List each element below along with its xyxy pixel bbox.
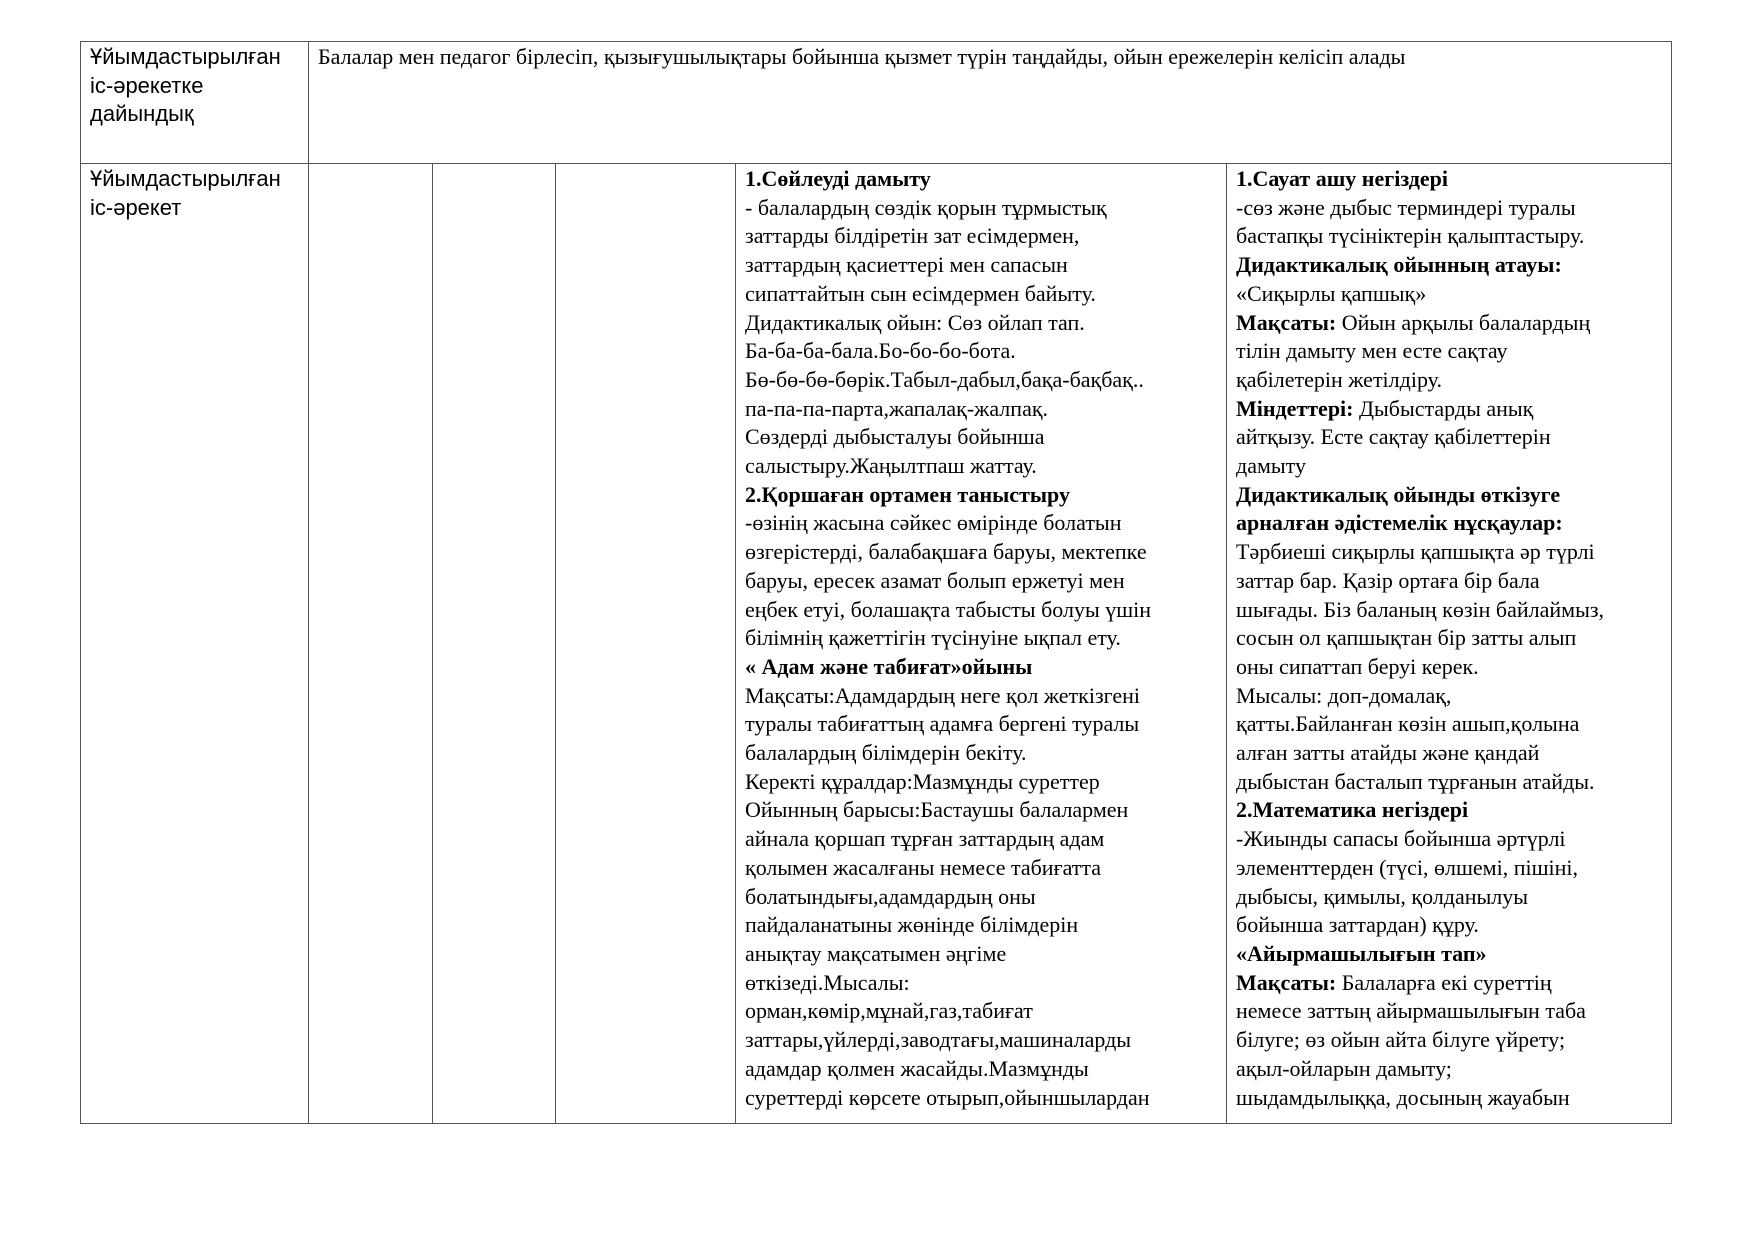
text-line	[1236, 596, 1662, 625]
text-line	[1236, 653, 1662, 682]
text-line: суреттерді көрсете отырып,ойыншылардан	[745, 1084, 1150, 1110]
text-line: заттарды білдіретін зат есімдермен,	[745, 223, 1080, 249]
text-line	[1236, 366, 1662, 395]
text-line	[1236, 969, 1662, 998]
text-line	[1236, 1084, 1662, 1113]
text-line: айнала қоршап тұрған заттардың адам	[745, 826, 1105, 852]
activity-row	[81, 164, 1672, 1124]
text-line: адамдар қолмен жасайды.Мазмұнды	[745, 1055, 1089, 1081]
text-line	[1236, 423, 1662, 452]
text-run: дыбысы, қимылы, қолданылуы	[1236, 883, 1529, 909]
text-line	[1236, 768, 1662, 797]
text-line	[1236, 194, 1662, 223]
text-run: Мысалы: доп-домалақ,	[1236, 682, 1452, 708]
text-run: сосын ол қапшықтан бір затты алып	[1236, 625, 1577, 651]
text-line: өзгерістерді, балабақшаға баруы, мектепке	[745, 539, 1147, 565]
text-line: қолымен жасалғаны немесе табиғатта	[745, 854, 1102, 880]
text-line	[1236, 165, 1662, 194]
text-line: болатындығы,адамдардың оны	[745, 883, 1036, 909]
text-line: заттардың қасиеттері мен сапасын	[745, 252, 1068, 278]
text-run: бастапқы түсініктерін қалыптастыру.	[1236, 223, 1585, 249]
preparation-label-cell	[81, 42, 309, 164]
preparation-row	[81, 42, 1672, 164]
text-run: -Жиынды сапасы бойынша әртүрлі	[1236, 826, 1566, 852]
text-run: шығады. Біз баланың көзін байлаймыз,	[1236, 596, 1605, 622]
text-run: қабілетерін жетілдіру.	[1236, 366, 1442, 392]
text-line: Дидактикалық ойын: Сөз ойлап тап.	[745, 309, 1085, 335]
text-run: бойынша заттардан) құру.	[1236, 912, 1479, 938]
label-line: іс-әрекет	[90, 194, 182, 220]
text-run: алған затты атайды және қандай	[1236, 740, 1540, 766]
section-heading: « Адам және табиғат»ойыны	[745, 653, 1033, 679]
text-run: Тәрбиеші сиқырлы қапшықта әр түрлі	[1236, 539, 1595, 565]
bold-run: Дидактикалық ойынды өткізуге	[1236, 481, 1561, 507]
text-line	[1236, 309, 1662, 338]
text-line	[1236, 222, 1662, 251]
text-line	[1236, 911, 1662, 940]
bold-run: 1.Сауат ашу негіздері	[1236, 166, 1449, 191]
text-run: дыбыстан басталып тұрғанын атайды.	[1236, 768, 1595, 794]
text-line: -өзінің жасына сәйкес өмірінде болатын	[745, 510, 1122, 536]
text-line: па-па-па-парта,жапалақ-жалпақ.	[745, 395, 1049, 421]
text-line	[1236, 280, 1662, 309]
text-line: еңбек етуі, болашақта табысты болуы үшін	[745, 596, 1152, 622]
preparation-text-cell: Балалар мен педагог бірлесіп, қызығушылықтары бойынша қызмет түрін таңдайды, ойын ережелерін келісіп алады	[309, 42, 1672, 164]
text-line: Ойынның барысы:Бастаушы балалармен	[745, 797, 1129, 823]
text-line: заттары,үйлерді,заводтағы,машиналарды	[745, 1027, 1132, 1053]
text-line	[1236, 481, 1662, 510]
text-run: білуге; өз ойын айта білуге үйрету;	[1236, 1027, 1566, 1053]
text-line	[1236, 567, 1662, 596]
text-line	[1236, 509, 1662, 538]
text-line	[1236, 1026, 1662, 1055]
text-run: тілін дамыту мен есте сақтау	[1236, 338, 1508, 364]
text-run: ақыл-ойларын дамыту;	[1236, 1055, 1452, 1081]
label-line: іс-әрекетке	[90, 72, 204, 98]
bold-run: Мақсаты:	[1236, 969, 1337, 995]
text-run: немесе заттың айырмашылығын таба	[1236, 998, 1586, 1024]
text-run: оны сипаттап беруі керек.	[1236, 653, 1479, 679]
text-line: салыстыру.Жаңылтпаш жаттау.	[745, 453, 1037, 479]
text-line: Ба-ба-ба-бала.Бо-бо-бо-бота.	[745, 338, 1016, 364]
text-run: Дыбыстарды анық	[1353, 395, 1534, 421]
label-line: дайындық	[90, 101, 194, 127]
label-line: Ұйымдастырылған	[90, 166, 281, 191]
text-line: пайдаланатыны жөнінде білімдерін	[745, 912, 1079, 938]
bold-run: Міндеттері:	[1236, 395, 1354, 421]
text-run: «Сиқырлы қапшық»	[1236, 280, 1427, 306]
text-run: шыдамдылыққа, досының жауабын	[1236, 1084, 1570, 1110]
text-line: туралы табиғаттың адамға бергені туралы	[745, 711, 1140, 737]
text-line	[1236, 337, 1662, 366]
text-line	[1236, 452, 1662, 481]
text-line	[1236, 854, 1662, 883]
text-line	[1236, 940, 1662, 969]
text-run: -сөз және дыбыс терминдері туралы	[1236, 194, 1576, 220]
text-line	[1236, 624, 1662, 653]
text-line	[1236, 825, 1662, 854]
text-line: Мақсаты:Адамдардың неге қол жеткізгені	[745, 682, 1141, 708]
bold-run: Дидактикалық ойынның атауы:	[1236, 252, 1562, 278]
text-line: білімнің қажеттігін түсінуіне ықпал ету.	[745, 625, 1121, 651]
bold-run: 2.Математика негіздері	[1236, 797, 1469, 823]
text-line	[1236, 997, 1662, 1026]
day-content-cell-a	[736, 164, 1227, 1124]
text-line: анықтау мақсатымен әңгіме	[745, 940, 1007, 966]
section-heading: 1.Сөйлеуді дамыту	[745, 166, 931, 191]
text-line: орман,көмір,мұнай,газ,табиғат	[745, 998, 1033, 1024]
text-run: қатты.Байланған көзін ашып,қолына	[1236, 711, 1580, 737]
text-line: Бө-бө-бө-бөрік.Табыл-дабыл,бақа-бақбақ..	[745, 366, 1144, 392]
text-run: айтқызу. Есте сақтау қабілеттерін	[1236, 424, 1551, 450]
text-run: Балаларға екі суреттің	[1336, 969, 1552, 995]
text-line	[1236, 251, 1662, 280]
text-line: өткізеді.Мысалы:	[745, 969, 910, 995]
bold-run: «Айырмашылығын тап»	[1236, 940, 1487, 966]
text-line: - балалардың сөздік қорын тұрмыстық	[745, 194, 1107, 220]
empty-day-cell	[309, 164, 433, 1124]
text-line: балалардың білімдерін бекіту.	[745, 740, 1027, 766]
bold-run: арналған әдістемелік нұсқаулар:	[1236, 510, 1563, 536]
text-line: сипаттайтын сын есімдермен байыту.	[745, 280, 1096, 306]
text-line	[1236, 883, 1662, 912]
empty-day-cell	[433, 164, 556, 1124]
text-run: заттар бар. Қазір ортаға бір бала	[1236, 567, 1540, 593]
activity-label-cell	[81, 164, 309, 1124]
text-line	[1236, 395, 1662, 424]
text-line	[1236, 538, 1662, 567]
text-line	[1236, 739, 1662, 768]
bold-run: Мақсаты:	[1236, 309, 1337, 335]
text-line: Сөздерді дыбысталуы бойынша	[745, 424, 1045, 450]
text-line	[1236, 1055, 1662, 1084]
text-line	[1236, 710, 1662, 739]
text-line: баруы, ересек азамат болып ержетуі мен	[745, 567, 1125, 593]
label-line: Ұйымдастырылған	[90, 44, 281, 69]
text-run: элементтерден (түсі, өлшемі, пішіні,	[1236, 854, 1579, 880]
text-run: дамыту	[1236, 453, 1306, 479]
lesson-plan-table	[80, 41, 1672, 1124]
text-line	[1236, 682, 1662, 711]
empty-day-cell	[556, 164, 736, 1124]
text-run: Ойын арқылы балалардың	[1336, 309, 1591, 335]
text-line	[1236, 796, 1662, 825]
section-heading: 2.Қоршаған ортамен таныстыру	[745, 481, 1070, 507]
text-line: Керекті құралдар:Мазмұнды суреттер	[745, 768, 1100, 794]
day-content-cell-b	[1227, 164, 1672, 1124]
